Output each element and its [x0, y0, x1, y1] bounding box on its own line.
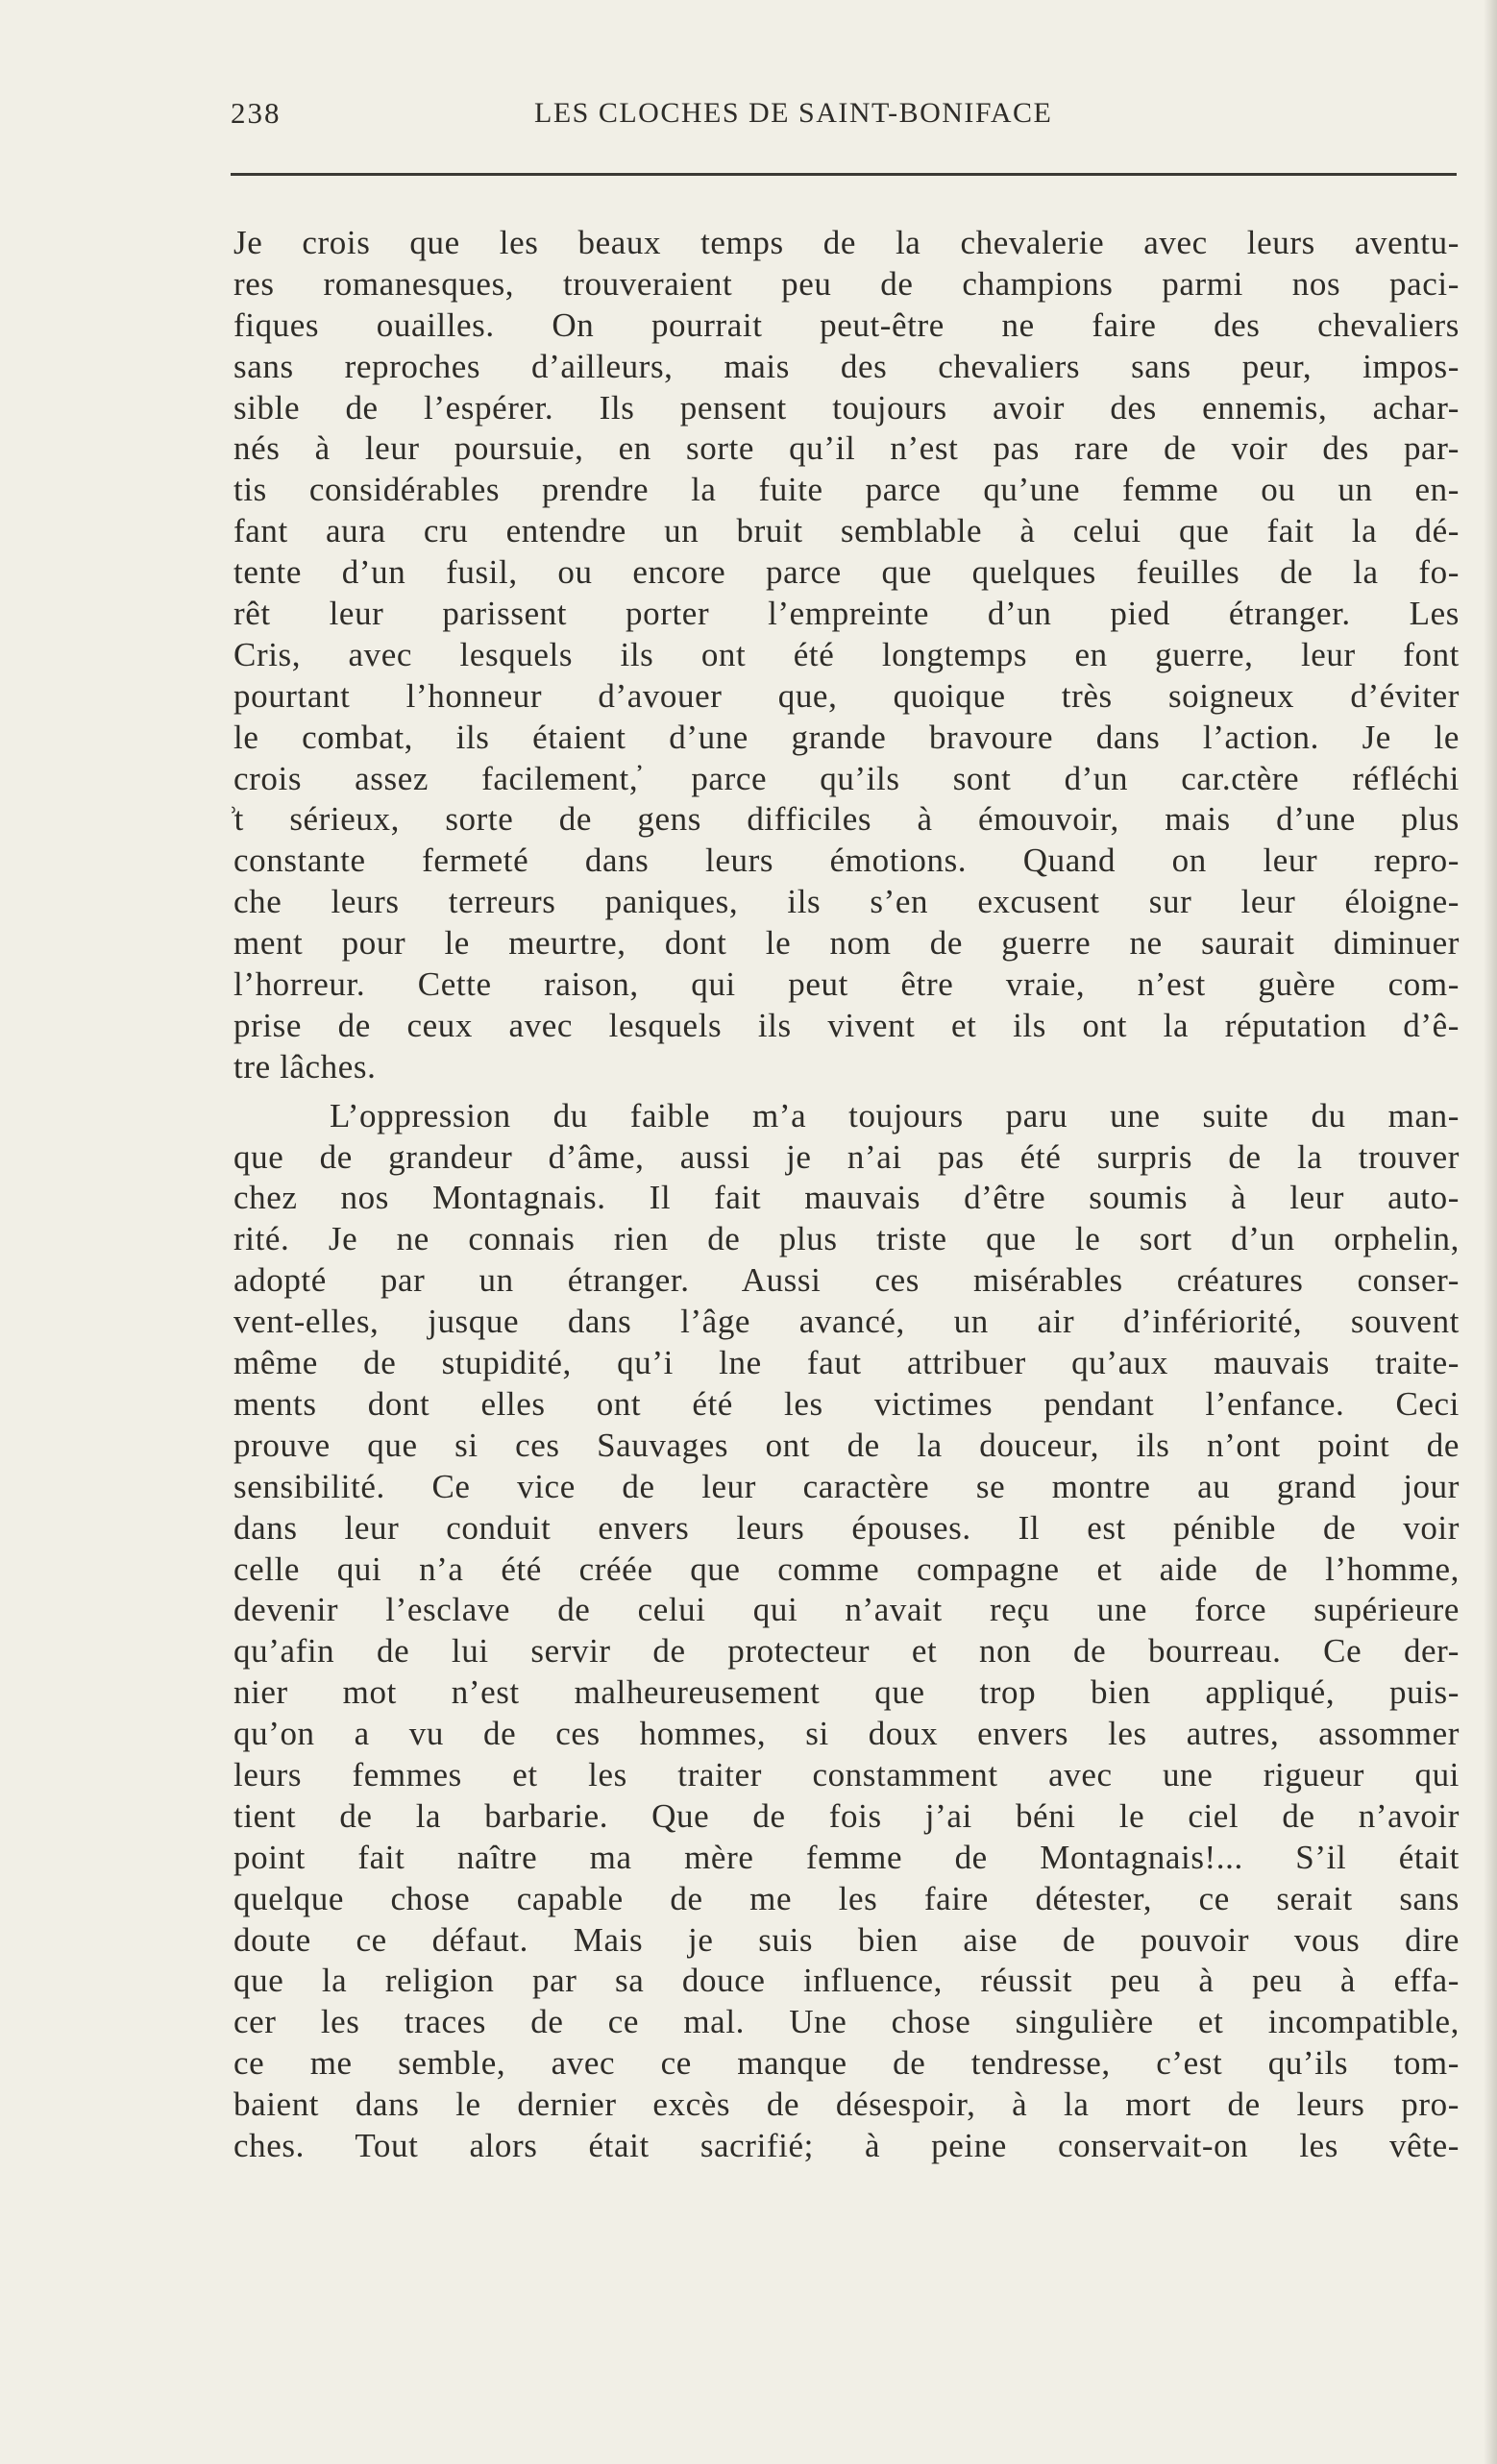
- text-line: sible de l’espérer. Ils pensent toujours avoir des ennemis, achar-: [233, 388, 1460, 427]
- text-line: baient dans le dernier excès de désespoir, à la mort de leurs pro-: [233, 2086, 1460, 2124]
- text-line: Cris, avec lesquels ils ont été longtemps en guerre, leur font: [233, 635, 1460, 673]
- text-line: ches. Tout alors était sacrifié; à peine conservait-on les vête-: [233, 2126, 1460, 2164]
- text-line: ͗t sérieux, sorte de gens difficiles à émouvoir, mais d’une plus: [233, 800, 1460, 839]
- text-line: fant aura cru entendre un bruit semblable à celui que fait la dé-: [233, 512, 1460, 550]
- text-line: sans reproches d’ailleurs, mais des chevaliers sans peur, impos-: [233, 347, 1460, 385]
- text-line: qu’on a vu de ces hommes, si doux envers les autres, assommer: [233, 1715, 1460, 1753]
- text-line: nés à leur poursuie, en sorte qu’il n’est pas rare de voir des par-: [233, 429, 1460, 468]
- text-line: che leurs terreurs paniques, ils s’en excusent sur leur éloigne-: [233, 883, 1460, 921]
- text-line: quelque chose capable de me les faire détester, ce serait sans: [233, 1879, 1460, 1917]
- text-line: adopté par un étranger. Aussi ces misérables créatures conser-: [233, 1261, 1460, 1300]
- text-line: le combat, ils étaient d’une grande bravoure dans l’action. Je le: [233, 718, 1460, 756]
- text-line: constante fermeté dans leurs émotions. Quand on leur repro-: [233, 842, 1460, 880]
- text-line: crois assez facilement,̕ parce qu’ils sont d’un car.ctère réfléchi: [233, 759, 1460, 797]
- text-line: prise de ceux avec lesquels ils vivent et ils ont la réputation d’ê-: [233, 1006, 1460, 1044]
- text-line: Je crois que les beaux temps de la chevalerie avec leurs aventu-: [233, 224, 1460, 261]
- text-line: l’horreur. Cette raison, qui peut être vraie, n’est guère com-: [233, 965, 1460, 1004]
- text-line: cer les traces de ce mal. Une chose singulière et incompatible,: [233, 2003, 1460, 2041]
- text-line: fiques ouailles. On pourrait peut-être ne faire des chevaliers: [233, 305, 1460, 344]
- text-line: ment pour le meurtre, dont le nom de guerre ne saurait diminuer: [233, 924, 1460, 963]
- text-line: rêt leur parissent porter l’empreinte d’un pied étranger. Les: [233, 595, 1460, 633]
- text-line: dans leur conduit envers leurs épouses. Il est pénible de voir: [233, 1508, 1460, 1547]
- text-line: res romanesques, trouveraient peu de champions parmi nos paci-: [233, 264, 1460, 303]
- paragraph-gap: [233, 1088, 1460, 1096]
- text-line: sensibilité. Ce vice de leur caractère se montre au grand jour: [233, 1467, 1460, 1505]
- page-number: 238: [231, 96, 282, 130]
- text-line: chez nos Montagnais. Il fait mauvais d’être soumis à leur auto-: [233, 1179, 1460, 1217]
- body-text: [233, 223, 1460, 2167]
- paragraph-1: [233, 223, 1460, 1088]
- text-line: devenir l’esclave de celui qui n’avait reçu une force supérieure: [233, 1591, 1460, 1629]
- text-line: tente d’un fusil, ou encore parce que quelques feuilles de la fo-: [233, 553, 1460, 592]
- page-spine-shadow: [1484, 0, 1497, 2464]
- text-line: que la religion par sa douce influence, réussit peu à peu à effa-: [233, 1962, 1460, 2000]
- text-line: que de grandeur d’âme, aussi je n’ai pas été surpris de la trouver: [233, 1137, 1460, 1176]
- text-line: tient de la barbarie. Que de fois j’ai béni le ciel de n’avoir: [233, 1796, 1460, 1835]
- text-line: point fait naître ma mère femme de Montagnais!... S’il était: [233, 1838, 1460, 1876]
- text-line: leurs femmes et les traiter constamment avec une rigueur qui: [233, 1755, 1460, 1793]
- text-line: qu’afin de lui servir de protecteur et non de bourreau. Ce der-: [233, 1632, 1460, 1671]
- text-line: tis considérables prendre la fuite parce qu’une femme ou un en-: [233, 471, 1460, 509]
- text-line: même de stupidité, qu’i lne faut attribuer qu’aux mauvais traite-: [233, 1344, 1460, 1382]
- text-line: ments dont elles ont été les victimes pendant l’enfance. Ceci: [233, 1384, 1460, 1423]
- text-line: ce me semble, avec ce manque de tendresse, c’est qu’ils tom-: [233, 2044, 1460, 2083]
- text-line: vent-elles, jusque dans l’âge avancé, un air d’infériorité, souvent: [233, 1303, 1460, 1341]
- text-line: L’oppression du faible m’a toujours paru une suite du man-: [330, 1096, 1460, 1134]
- paragraph-2: [233, 1096, 1460, 2167]
- running-title: LES CLOCHES DE SAINT-BONIFACE: [534, 97, 1053, 129]
- text-line: nier mot n’est malheureusement que trop bien appliqué, puis-: [233, 1673, 1460, 1712]
- header-rule: [231, 173, 1457, 176]
- text-line: celle qui n’a été créée que comme compagne et aide de l’homme,: [233, 1549, 1460, 1588]
- text-line: pourtant l’honneur d’avouer que, quoique très soigneux d’éviter: [233, 676, 1460, 715]
- text-line: doute ce défaut. Mais je suis bien aise de pouvoir vous dire: [233, 1920, 1460, 1959]
- text-line: prouve que si ces Sauvages ont de la douceur, ils n’ont point de: [233, 1426, 1460, 1464]
- text-line: rité. Je ne connais rien de plus triste que le sort d’un orphelin,: [233, 1220, 1460, 1258]
- text-line: tre lâches.: [233, 1047, 377, 1086]
